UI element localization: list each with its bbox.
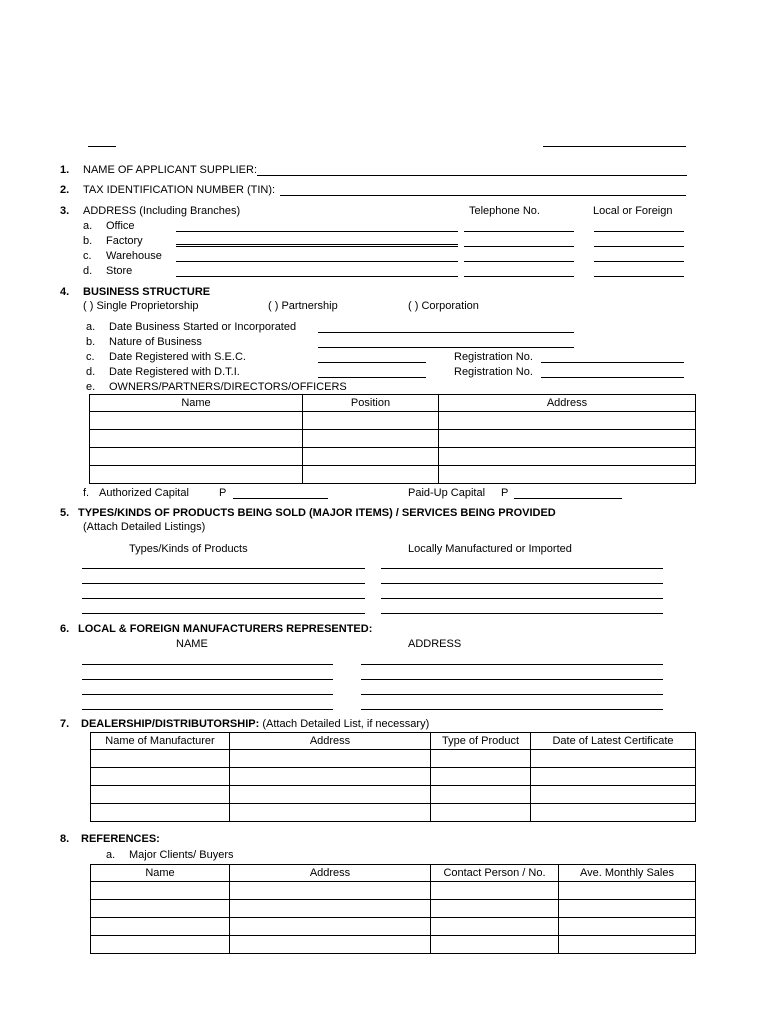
table-cell[interactable] <box>91 918 230 936</box>
manufacturer-address-line-2[interactable] <box>361 679 663 680</box>
table-row <box>91 804 696 822</box>
applicant-name-field[interactable] <box>257 175 687 176</box>
table-row <box>90 448 696 466</box>
s3-d-letter: d. <box>83 265 93 277</box>
table-cell[interactable] <box>431 804 531 822</box>
owners-table <box>89 394 696 484</box>
manufacturer-address-line-3[interactable] <box>361 694 663 695</box>
table-cell[interactable] <box>91 768 230 786</box>
table-cell[interactable] <box>90 412 303 430</box>
paid-up-capital-peso: P <box>501 487 509 499</box>
manufacturer-name-line-4[interactable] <box>82 709 333 710</box>
s4-e-label: OWNERS/PARTNERS/DIRECTORS/OFFICERS <box>109 381 347 393</box>
table-cell[interactable] <box>439 448 696 466</box>
table-cell[interactable] <box>230 936 431 954</box>
table-cell[interactable] <box>531 768 696 786</box>
table-cell[interactable] <box>303 466 439 484</box>
s8-a-letter: a. <box>106 849 116 861</box>
s4-a-label: Date Business Started or Incorporated <box>109 321 297 333</box>
s4-c-letter: c. <box>86 351 95 363</box>
s2-number: 2. <box>60 184 70 196</box>
owners-header-name: Name <box>90 395 303 412</box>
store-local-foreign-field[interactable] <box>594 276 684 277</box>
s7-title: DEALERSHIP/DISTRIBUTORSHIP: <box>81 718 260 730</box>
s7-note: (Attach Detailed List, if necessary) <box>262 718 430 730</box>
references-header-address: Address <box>230 865 431 882</box>
sec-date-field[interactable] <box>318 362 426 363</box>
s1-label: NAME OF APPLICANT SUPPLIER: <box>83 164 258 176</box>
table-cell[interactable] <box>303 448 439 466</box>
references-header-contact: Contact Person / No. <box>431 865 559 882</box>
s8-a-label: Major Clients/ Buyers <box>129 849 234 861</box>
tin-field[interactable] <box>280 195 686 196</box>
references-header-name: Name <box>91 865 230 882</box>
manufacturer-address-line-1[interactable] <box>361 664 663 665</box>
table-cell[interactable] <box>230 768 431 786</box>
table-cell[interactable] <box>230 900 431 918</box>
nature-of-business-field[interactable] <box>318 347 574 348</box>
office-address-field[interactable] <box>176 231 458 232</box>
table-cell[interactable] <box>431 882 559 900</box>
factory-local-foreign-field[interactable] <box>594 246 684 247</box>
origin-line-4[interactable] <box>381 613 663 614</box>
s4-d-letter: d. <box>86 366 96 378</box>
owners-header-address: Address <box>439 395 696 412</box>
product-line-1[interactable] <box>82 568 365 569</box>
origin-line-2[interactable] <box>381 583 663 584</box>
products-column-label: Types/Kinds of Products <box>129 543 248 555</box>
warehouse-telephone-field[interactable] <box>464 261 574 262</box>
manufacturer-name-line-3[interactable] <box>82 694 333 695</box>
option-corporation[interactable]: ( ) Corporation <box>408 300 479 312</box>
s4-c-label: Date Registered with S.E.C. <box>109 351 246 363</box>
s4-d-label: Date Registered with D.T.I. <box>109 366 240 378</box>
option-single-proprietorship[interactable]: ( ) Single Proprietorship <box>83 300 199 312</box>
top-right-blank[interactable] <box>543 146 686 147</box>
manufacturer-name-line-2[interactable] <box>82 679 333 680</box>
authorized-capital-field[interactable] <box>233 498 328 499</box>
s5-note: (Attach Detailed Listings) <box>83 521 206 533</box>
table-cell[interactable] <box>230 918 431 936</box>
table-cell[interactable] <box>230 750 431 768</box>
s5-number: 5. <box>60 507 70 519</box>
date-started-field[interactable] <box>318 332 574 333</box>
table-cell[interactable] <box>91 936 230 954</box>
warehouse-address-field[interactable] <box>176 261 458 262</box>
table-cell[interactable] <box>531 750 696 768</box>
s2-label: TAX IDENTIFICATION NUMBER (TIN): <box>83 184 276 196</box>
table-cell[interactable] <box>559 918 696 936</box>
table-cell[interactable] <box>91 786 230 804</box>
table-cell[interactable] <box>230 882 431 900</box>
store-telephone-field[interactable] <box>464 276 574 277</box>
table-cell[interactable] <box>91 750 230 768</box>
table-cell[interactable] <box>90 466 303 484</box>
table-cell[interactable] <box>559 882 696 900</box>
table-cell[interactable] <box>439 430 696 448</box>
s4-f-label: Authorized Capital <box>99 487 189 499</box>
manufacturer-name-column-label: NAME <box>176 638 208 650</box>
table-row <box>91 936 696 954</box>
s3-label: ADDRESS (Including Branches) <box>83 205 241 217</box>
sec-registration-field[interactable] <box>541 362 684 363</box>
table-cell[interactable] <box>439 466 696 484</box>
manufactured-imported-column-label: Locally Manufactured or Imported <box>408 543 572 555</box>
dti-registration-label: Registration No. <box>454 366 533 378</box>
dealership-table <box>90 732 696 822</box>
table-cell[interactable] <box>230 804 431 822</box>
s3-number: 3. <box>60 205 70 217</box>
origin-line-1[interactable] <box>381 568 663 569</box>
paid-up-capital-label: Paid-Up Capital <box>408 487 486 499</box>
table-cell[interactable] <box>559 900 696 918</box>
s6-number: 6. <box>60 623 70 635</box>
table-cell[interactable] <box>431 750 531 768</box>
s1-number: 1. <box>60 164 70 176</box>
table-row <box>90 466 696 484</box>
sec-registration-label: Registration No. <box>454 351 533 363</box>
authorized-capital-peso: P <box>219 487 227 499</box>
dealership-header-type: Type of Product <box>431 733 531 750</box>
table-row <box>91 882 696 900</box>
table-cell[interactable] <box>303 430 439 448</box>
s4-e-letter: e. <box>86 381 96 393</box>
table-cell[interactable] <box>90 448 303 466</box>
origin-line-3[interactable] <box>381 598 663 599</box>
owners-header-position: Position <box>303 395 439 412</box>
dti-date-field[interactable] <box>318 377 426 378</box>
dti-registration-field[interactable] <box>541 377 684 378</box>
table-cell[interactable] <box>431 918 559 936</box>
factory-address-field[interactable] <box>176 244 458 245</box>
table-cell[interactable] <box>559 936 696 954</box>
store-address-field[interactable] <box>176 276 458 277</box>
s3-a-letter: a. <box>83 220 93 232</box>
s3-b-label: Factory <box>106 235 143 247</box>
table-cell[interactable] <box>431 900 559 918</box>
table-cell[interactable] <box>431 786 531 804</box>
table-row <box>90 412 696 430</box>
table-cell[interactable] <box>91 900 230 918</box>
table-row <box>91 918 696 936</box>
table-row <box>91 900 696 918</box>
dealership-header-address: Address <box>230 733 431 750</box>
dealership-header-manufacturer: Name of Manufacturer <box>91 733 230 750</box>
top-left-blank[interactable] <box>88 146 116 147</box>
local-foreign-column-label: Local or Foreign <box>593 205 673 217</box>
s5-title: TYPES/KINDS OF PRODUCTS BEING SOLD (MAJOR ITEMS) / SERVICES BEING PROVIDED <box>78 507 556 519</box>
table-row <box>90 430 696 448</box>
paid-up-capital-field[interactable] <box>514 498 622 499</box>
s4-b-label: Nature of Business <box>109 336 202 348</box>
s3-a-label: Office <box>106 220 135 232</box>
table-cell[interactable] <box>439 412 696 430</box>
factory-address-field-2 <box>176 246 458 247</box>
table-cell[interactable] <box>531 804 696 822</box>
table-cell[interactable] <box>431 768 531 786</box>
s4-number: 4. <box>60 286 70 298</box>
s3-c-label: Warehouse <box>106 250 162 262</box>
product-line-3[interactable] <box>82 598 365 599</box>
table-cell[interactable] <box>91 882 230 900</box>
table-cell[interactable] <box>91 804 230 822</box>
s4-a-letter: a. <box>86 321 96 333</box>
product-line-4[interactable] <box>82 613 365 614</box>
manufacturer-address-line-4[interactable] <box>361 709 663 710</box>
table-row <box>91 768 696 786</box>
factory-telephone-field[interactable] <box>464 246 574 247</box>
s7-heading <box>81 718 429 730</box>
table-row <box>91 786 696 804</box>
references-header-sales: Ave. Monthly Sales <box>559 865 696 882</box>
office-local-foreign-field[interactable] <box>594 231 684 232</box>
manufacturer-address-column-label: ADDRESS <box>408 638 462 650</box>
s3-b-letter: b. <box>83 235 93 247</box>
warehouse-local-foreign-field[interactable] <box>594 261 684 262</box>
s8-title: REFERENCES: <box>81 833 160 845</box>
table-cell[interactable] <box>90 430 303 448</box>
table-cell[interactable] <box>531 786 696 804</box>
office-telephone-field[interactable] <box>464 231 574 232</box>
s3-d-label: Store <box>106 265 133 277</box>
product-line-2[interactable] <box>82 583 365 584</box>
s4-title: BUSINESS STRUCTURE <box>83 286 211 298</box>
dealership-header-certificate-date: Date of Latest Certificate <box>531 733 696 750</box>
s7-number: 7. <box>60 718 70 730</box>
s4-b-letter: b. <box>86 336 96 348</box>
s6-title: LOCAL & FOREIGN MANUFACTURERS REPRESENTED: <box>78 623 373 635</box>
table-cell[interactable] <box>230 786 431 804</box>
s4-f-letter: f. <box>83 487 90 499</box>
s8-number: 8. <box>60 833 70 845</box>
references-table <box>90 864 696 954</box>
table-cell[interactable] <box>431 936 559 954</box>
table-row <box>91 750 696 768</box>
manufacturer-name-line-1[interactable] <box>82 664 333 665</box>
option-partnership[interactable]: ( ) Partnership <box>268 300 338 312</box>
telephone-column-label: Telephone No. <box>469 205 540 217</box>
s3-c-letter: c. <box>83 250 92 262</box>
table-cell[interactable] <box>303 412 439 430</box>
